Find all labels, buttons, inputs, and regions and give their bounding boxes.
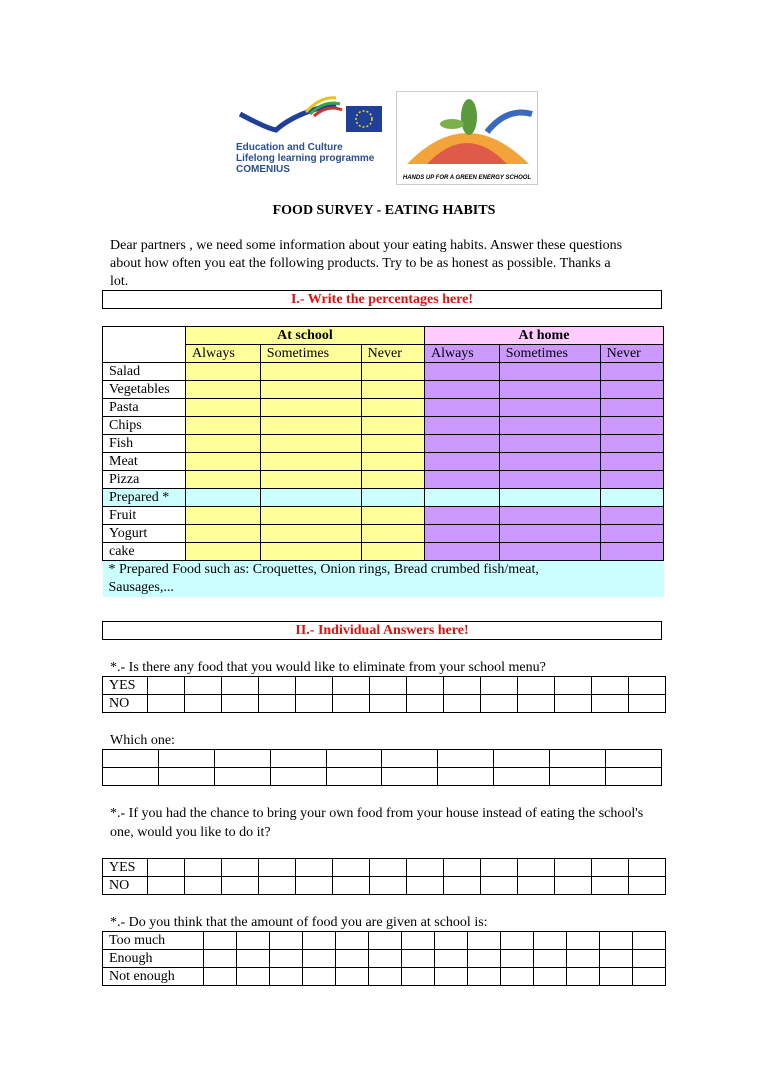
answer-cell[interactable]: [382, 768, 438, 786]
answer-cell[interactable]: [270, 950, 303, 968]
answer-cell[interactable]: [407, 877, 444, 895]
row-label: Chips: [103, 417, 186, 435]
percentage-cell[interactable]: [424, 399, 499, 417]
row-label: Pizza: [103, 471, 186, 489]
answer-cell[interactable]: [600, 932, 633, 950]
percentage-cell[interactable]: [361, 453, 424, 471]
question-1-answer-grid: [102, 676, 666, 713]
table-row: [103, 381, 664, 399]
answer-cell[interactable]: [204, 932, 237, 950]
answer-cell[interactable]: [222, 859, 259, 877]
intro-text: Dear partners , we need some information about your eating habits. Answer these questions about how often you eat the following products. Try to be as honest as possible. Thanks a lot.: [110, 238, 623, 289]
answer-cell[interactable]: [270, 968, 303, 986]
answer-cell[interactable]: [382, 750, 438, 768]
answer-cell[interactable]: [402, 968, 435, 986]
answer-cell[interactable]: [259, 677, 296, 695]
percentage-cell[interactable]: [499, 381, 600, 399]
column-header: Never: [600, 345, 663, 363]
answer-cell[interactable]: [369, 932, 402, 950]
percentage-cell[interactable]: [186, 471, 261, 489]
answer-cell[interactable]: [303, 950, 336, 968]
answer-cell[interactable]: [270, 932, 303, 950]
answer-cell[interactable]: [370, 677, 407, 695]
percentage-cell[interactable]: [499, 417, 600, 435]
answer-cell[interactable]: [444, 677, 481, 695]
corner-cell: [103, 327, 186, 363]
answer-cell[interactable]: [468, 932, 501, 950]
percentage-cell[interactable]: [600, 507, 663, 525]
answer-cell[interactable]: [444, 859, 481, 877]
answer-cell[interactable]: [438, 750, 494, 768]
prepared-footnote: * Prepared Food such as: Croquettes, Onion rings, Bread crumbed fish/meat, Sausages,...: [103, 561, 664, 598]
answer-cell[interactable]: [600, 950, 633, 968]
answer-row: [103, 677, 666, 695]
answer-row: [103, 968, 666, 986]
answer-cell[interactable]: [296, 859, 333, 877]
column-header: Always: [424, 345, 499, 363]
column-header: Sometimes: [260, 345, 361, 363]
table-row: [103, 489, 664, 507]
answer-cell[interactable]: [435, 968, 468, 986]
answer-cell[interactable]: [407, 677, 444, 695]
answer-cell[interactable]: [407, 859, 444, 877]
answer-cell[interactable]: [435, 932, 468, 950]
answer-row: [103, 950, 666, 968]
percentage-cell[interactable]: [600, 453, 663, 471]
answer-cell[interactable]: [158, 750, 214, 768]
percentage-cell[interactable]: [361, 363, 424, 381]
percentage-cell[interactable]: [361, 507, 424, 525]
section-1-heading: I.- Write the percentages here!: [102, 290, 662, 309]
answer-cell[interactable]: [438, 768, 494, 786]
answer-cell[interactable]: [592, 877, 629, 895]
answer-cell[interactable]: [629, 877, 666, 895]
percentage-cell[interactable]: [600, 435, 663, 453]
answer-cell[interactable]: [555, 695, 592, 713]
answer-cell[interactable]: [204, 968, 237, 986]
logo-text-3: COMENIUS: [236, 164, 290, 175]
answer-cell[interactable]: [550, 768, 606, 786]
option-label: Not enough: [103, 968, 204, 986]
answer-cell[interactable]: [296, 877, 333, 895]
option-label: Too much: [103, 932, 204, 950]
answer-cell[interactable]: [606, 768, 662, 786]
answer-cell[interactable]: [369, 950, 402, 968]
percentage-cell[interactable]: [260, 399, 361, 417]
answer-cell[interactable]: [204, 950, 237, 968]
answer-cell[interactable]: [148, 677, 185, 695]
percentage-cell[interactable]: [361, 543, 424, 561]
answer-cell[interactable]: [633, 968, 666, 986]
answer-cell[interactable]: [555, 859, 592, 877]
percentage-cell[interactable]: [424, 543, 499, 561]
answer-cell[interactable]: [534, 950, 567, 968]
answer-cell[interactable]: [402, 932, 435, 950]
answer-cell[interactable]: [629, 859, 666, 877]
percentage-cell[interactable]: [600, 417, 663, 435]
answer-cell[interactable]: [336, 950, 369, 968]
row-label: Meat: [103, 453, 186, 471]
answer-cell[interactable]: [259, 859, 296, 877]
percentage-cell[interactable]: [260, 435, 361, 453]
answer-cell[interactable]: [567, 950, 600, 968]
percentage-cell[interactable]: [361, 471, 424, 489]
option-label: NO: [103, 695, 148, 713]
answer-cell[interactable]: [555, 677, 592, 695]
answer-cell[interactable]: [481, 859, 518, 877]
percentage-cell[interactable]: [499, 453, 600, 471]
logo-text-1: Education and Culture: [236, 142, 343, 153]
percentage-cell[interactable]: [186, 435, 261, 453]
table-row: [103, 417, 664, 435]
logo-text-2: Lifelong learning programme: [236, 153, 375, 164]
answer-cell[interactable]: [481, 695, 518, 713]
answer-cell[interactable]: [103, 750, 159, 768]
row-label: Fruit: [103, 507, 186, 525]
answer-cell[interactable]: [270, 750, 326, 768]
answer-cell[interactable]: [468, 968, 501, 986]
answer-cell[interactable]: [222, 695, 259, 713]
percentage-cell[interactable]: [361, 525, 424, 543]
green-energy-artwork-icon: [397, 92, 537, 170]
answer-cell[interactable]: [468, 950, 501, 968]
percentage-cell[interactable]: [361, 489, 424, 507]
answer-cell[interactable]: [103, 768, 159, 786]
percentage-cell[interactable]: [424, 471, 499, 489]
percentage-cell[interactable]: [186, 363, 261, 381]
logo-green-energy-school: [396, 91, 538, 185]
answer-cell[interactable]: [237, 950, 270, 968]
answer-cell[interactable]: [333, 695, 370, 713]
answer-cell[interactable]: [592, 677, 629, 695]
table-row: [103, 453, 664, 471]
answer-cell[interactable]: [435, 950, 468, 968]
percentage-cell[interactable]: [260, 543, 361, 561]
answer-cell[interactable]: [494, 768, 550, 786]
answer-cell[interactable]: [326, 768, 382, 786]
percentages-table: [102, 326, 664, 597]
answer-cell[interactable]: [407, 695, 444, 713]
section-2-heading: II.- Individual Answers here!: [102, 621, 662, 640]
which-one-answer-grid: [102, 749, 662, 786]
percentage-cell[interactable]: [186, 453, 261, 471]
percentage-cell[interactable]: [499, 507, 600, 525]
answer-cell[interactable]: [518, 859, 555, 877]
question-3: *.- Do you think that the amount of food you are given at school is:: [110, 915, 488, 930]
answer-row: [103, 859, 666, 877]
answer-cell[interactable]: [600, 968, 633, 986]
percentage-cell[interactable]: [499, 543, 600, 561]
answer-cell[interactable]: [633, 950, 666, 968]
table-row: [103, 543, 664, 561]
percentage-cell[interactable]: [499, 525, 600, 543]
question-3-answer-grid: [102, 931, 666, 986]
option-label: Enough: [103, 950, 204, 968]
footnote-row: [103, 561, 664, 598]
answer-cell[interactable]: [629, 677, 666, 695]
percentage-cell[interactable]: [424, 417, 499, 435]
answer-cell[interactable]: [481, 877, 518, 895]
answer-row: [103, 695, 666, 713]
answer-cell[interactable]: [518, 695, 555, 713]
row-label: Prepared *: [103, 489, 186, 507]
percentage-cell[interactable]: [600, 399, 663, 417]
percentage-cell[interactable]: [186, 381, 261, 399]
answer-cell[interactable]: [633, 932, 666, 950]
answer-cell[interactable]: [237, 968, 270, 986]
answer-cell[interactable]: [501, 968, 534, 986]
percentage-cell[interactable]: [600, 525, 663, 543]
answer-cell[interactable]: [555, 877, 592, 895]
row-label: Salad: [103, 363, 186, 381]
answer-cell[interactable]: [222, 877, 259, 895]
question-1: *.- Is there any food that you would like to eliminate from your school menu?: [110, 660, 546, 675]
answer-cell[interactable]: [303, 968, 336, 986]
answer-cell[interactable]: [326, 750, 382, 768]
column-header: Never: [361, 345, 424, 363]
answer-cell[interactable]: [567, 968, 600, 986]
logo-lifelong-learning: [236, 92, 386, 182]
answer-cell[interactable]: [185, 695, 222, 713]
answer-cell[interactable]: [534, 968, 567, 986]
table-row: [103, 525, 664, 543]
percentage-cell[interactable]: [499, 363, 600, 381]
answer-cell[interactable]: [185, 859, 222, 877]
answer-cell[interactable]: [333, 859, 370, 877]
answer-cell[interactable]: [333, 677, 370, 695]
percentage-cell[interactable]: [260, 363, 361, 381]
which-one-label: Which one:: [110, 733, 175, 748]
answer-cell[interactable]: [296, 677, 333, 695]
answer-cell[interactable]: [550, 750, 606, 768]
option-label: NO: [103, 877, 148, 895]
answer-cell[interactable]: [606, 750, 662, 768]
answer-cell[interactable]: [303, 932, 336, 950]
answer-cell[interactable]: [444, 877, 481, 895]
percentage-cell[interactable]: [260, 471, 361, 489]
at-home-header: At home: [424, 327, 663, 345]
answer-row: [103, 768, 662, 786]
table-row: [103, 471, 664, 489]
table-row: [103, 507, 664, 525]
percentage-cell[interactable]: [424, 489, 499, 507]
table-row: [103, 363, 664, 381]
answer-cell[interactable]: [369, 968, 402, 986]
answer-row: [103, 877, 666, 895]
percentage-cell[interactable]: [186, 543, 261, 561]
answer-cell[interactable]: [444, 695, 481, 713]
answer-cell[interactable]: [185, 677, 222, 695]
percentage-cell[interactable]: [424, 435, 499, 453]
answer-cell[interactable]: [214, 768, 270, 786]
percentage-cell[interactable]: [361, 435, 424, 453]
percentage-cell[interactable]: [260, 417, 361, 435]
question-2: *.- If you had the chance to bring your own food from your house instead of eating the school's one, would you like to do it?: [110, 806, 644, 840]
percentage-cell[interactable]: [424, 507, 499, 525]
row-label: Fish: [103, 435, 186, 453]
option-label: YES: [103, 677, 148, 695]
answer-cell[interactable]: [148, 859, 185, 877]
percentage-cell[interactable]: [600, 471, 663, 489]
at-school-header: At school: [186, 327, 425, 345]
percentage-cell[interactable]: [361, 399, 424, 417]
answer-cell[interactable]: [501, 932, 534, 950]
option-label: YES: [103, 859, 148, 877]
answer-cell[interactable]: [592, 859, 629, 877]
header-row: [103, 327, 664, 345]
answer-cell[interactable]: [296, 695, 333, 713]
percentage-cell[interactable]: [260, 489, 361, 507]
row-label: Vegetables: [103, 381, 186, 399]
percentage-cell[interactable]: [186, 507, 261, 525]
answer-cell[interactable]: [501, 950, 534, 968]
answer-cell[interactable]: [185, 877, 222, 895]
answer-cell[interactable]: [494, 750, 550, 768]
answer-cell[interactable]: [237, 932, 270, 950]
percentage-cell[interactable]: [361, 417, 424, 435]
answer-cell[interactable]: [259, 877, 296, 895]
answer-cell[interactable]: [518, 677, 555, 695]
row-label: Pasta: [103, 399, 186, 417]
logo-slogan: HANDS UP FOR A GREEN ENERGY SCHOOL: [402, 175, 532, 181]
answer-cell[interactable]: [370, 859, 407, 877]
percentage-cell[interactable]: [499, 435, 600, 453]
row-label: Yogurt: [103, 525, 186, 543]
percentage-cell[interactable]: [186, 525, 261, 543]
table-row: [103, 435, 664, 453]
percentage-cell[interactable]: [186, 489, 261, 507]
column-header: Always: [186, 345, 261, 363]
answer-cell[interactable]: [333, 877, 370, 895]
percentage-cell[interactable]: [260, 453, 361, 471]
percentage-cell[interactable]: [600, 381, 663, 399]
subheader-row: [103, 345, 664, 363]
percentage-cell[interactable]: [600, 543, 663, 561]
row-label: cake: [103, 543, 186, 561]
percentage-cell[interactable]: [499, 489, 600, 507]
answer-cell[interactable]: [336, 932, 369, 950]
percentage-cell[interactable]: [424, 525, 499, 543]
page-title: FOOD SURVEY - EATING HABITS: [272, 203, 496, 218]
answer-cell[interactable]: [148, 877, 185, 895]
eu-programme-logo-icon: [236, 92, 386, 137]
percentage-cell[interactable]: [186, 417, 261, 435]
percentage-cell[interactable]: [600, 363, 663, 381]
answer-cell[interactable]: [402, 950, 435, 968]
percentage-cell[interactable]: [424, 363, 499, 381]
answer-row: [103, 750, 662, 768]
answer-cell[interactable]: [370, 877, 407, 895]
percentage-cell[interactable]: [361, 381, 424, 399]
answer-cell[interactable]: [567, 932, 600, 950]
percentage-cell[interactable]: [499, 399, 600, 417]
answer-cell[interactable]: [214, 750, 270, 768]
answer-cell[interactable]: [336, 968, 369, 986]
answer-cell[interactable]: [270, 768, 326, 786]
answer-cell[interactable]: [259, 695, 296, 713]
table-row: [103, 399, 664, 417]
percentage-cell[interactable]: [260, 507, 361, 525]
question-2-answer-grid: [102, 858, 666, 895]
answer-cell[interactable]: [534, 932, 567, 950]
answer-cell[interactable]: [592, 695, 629, 713]
percentage-cell[interactable]: [600, 489, 663, 507]
percentage-cell[interactable]: [424, 381, 499, 399]
answer-cell[interactable]: [629, 695, 666, 713]
answer-row: [103, 932, 666, 950]
percentage-cell[interactable]: [260, 525, 361, 543]
percentage-cell[interactable]: [499, 471, 600, 489]
column-header: Sometimes: [499, 345, 600, 363]
percentage-cell[interactable]: [424, 453, 499, 471]
answer-cell[interactable]: [222, 677, 259, 695]
answer-cell[interactable]: [518, 877, 555, 895]
percentage-cell[interactable]: [186, 399, 261, 417]
percentage-cell[interactable]: [260, 381, 361, 399]
answer-cell[interactable]: [481, 677, 518, 695]
answer-cell[interactable]: [148, 695, 185, 713]
answer-cell[interactable]: [158, 768, 214, 786]
answer-cell[interactable]: [370, 695, 407, 713]
